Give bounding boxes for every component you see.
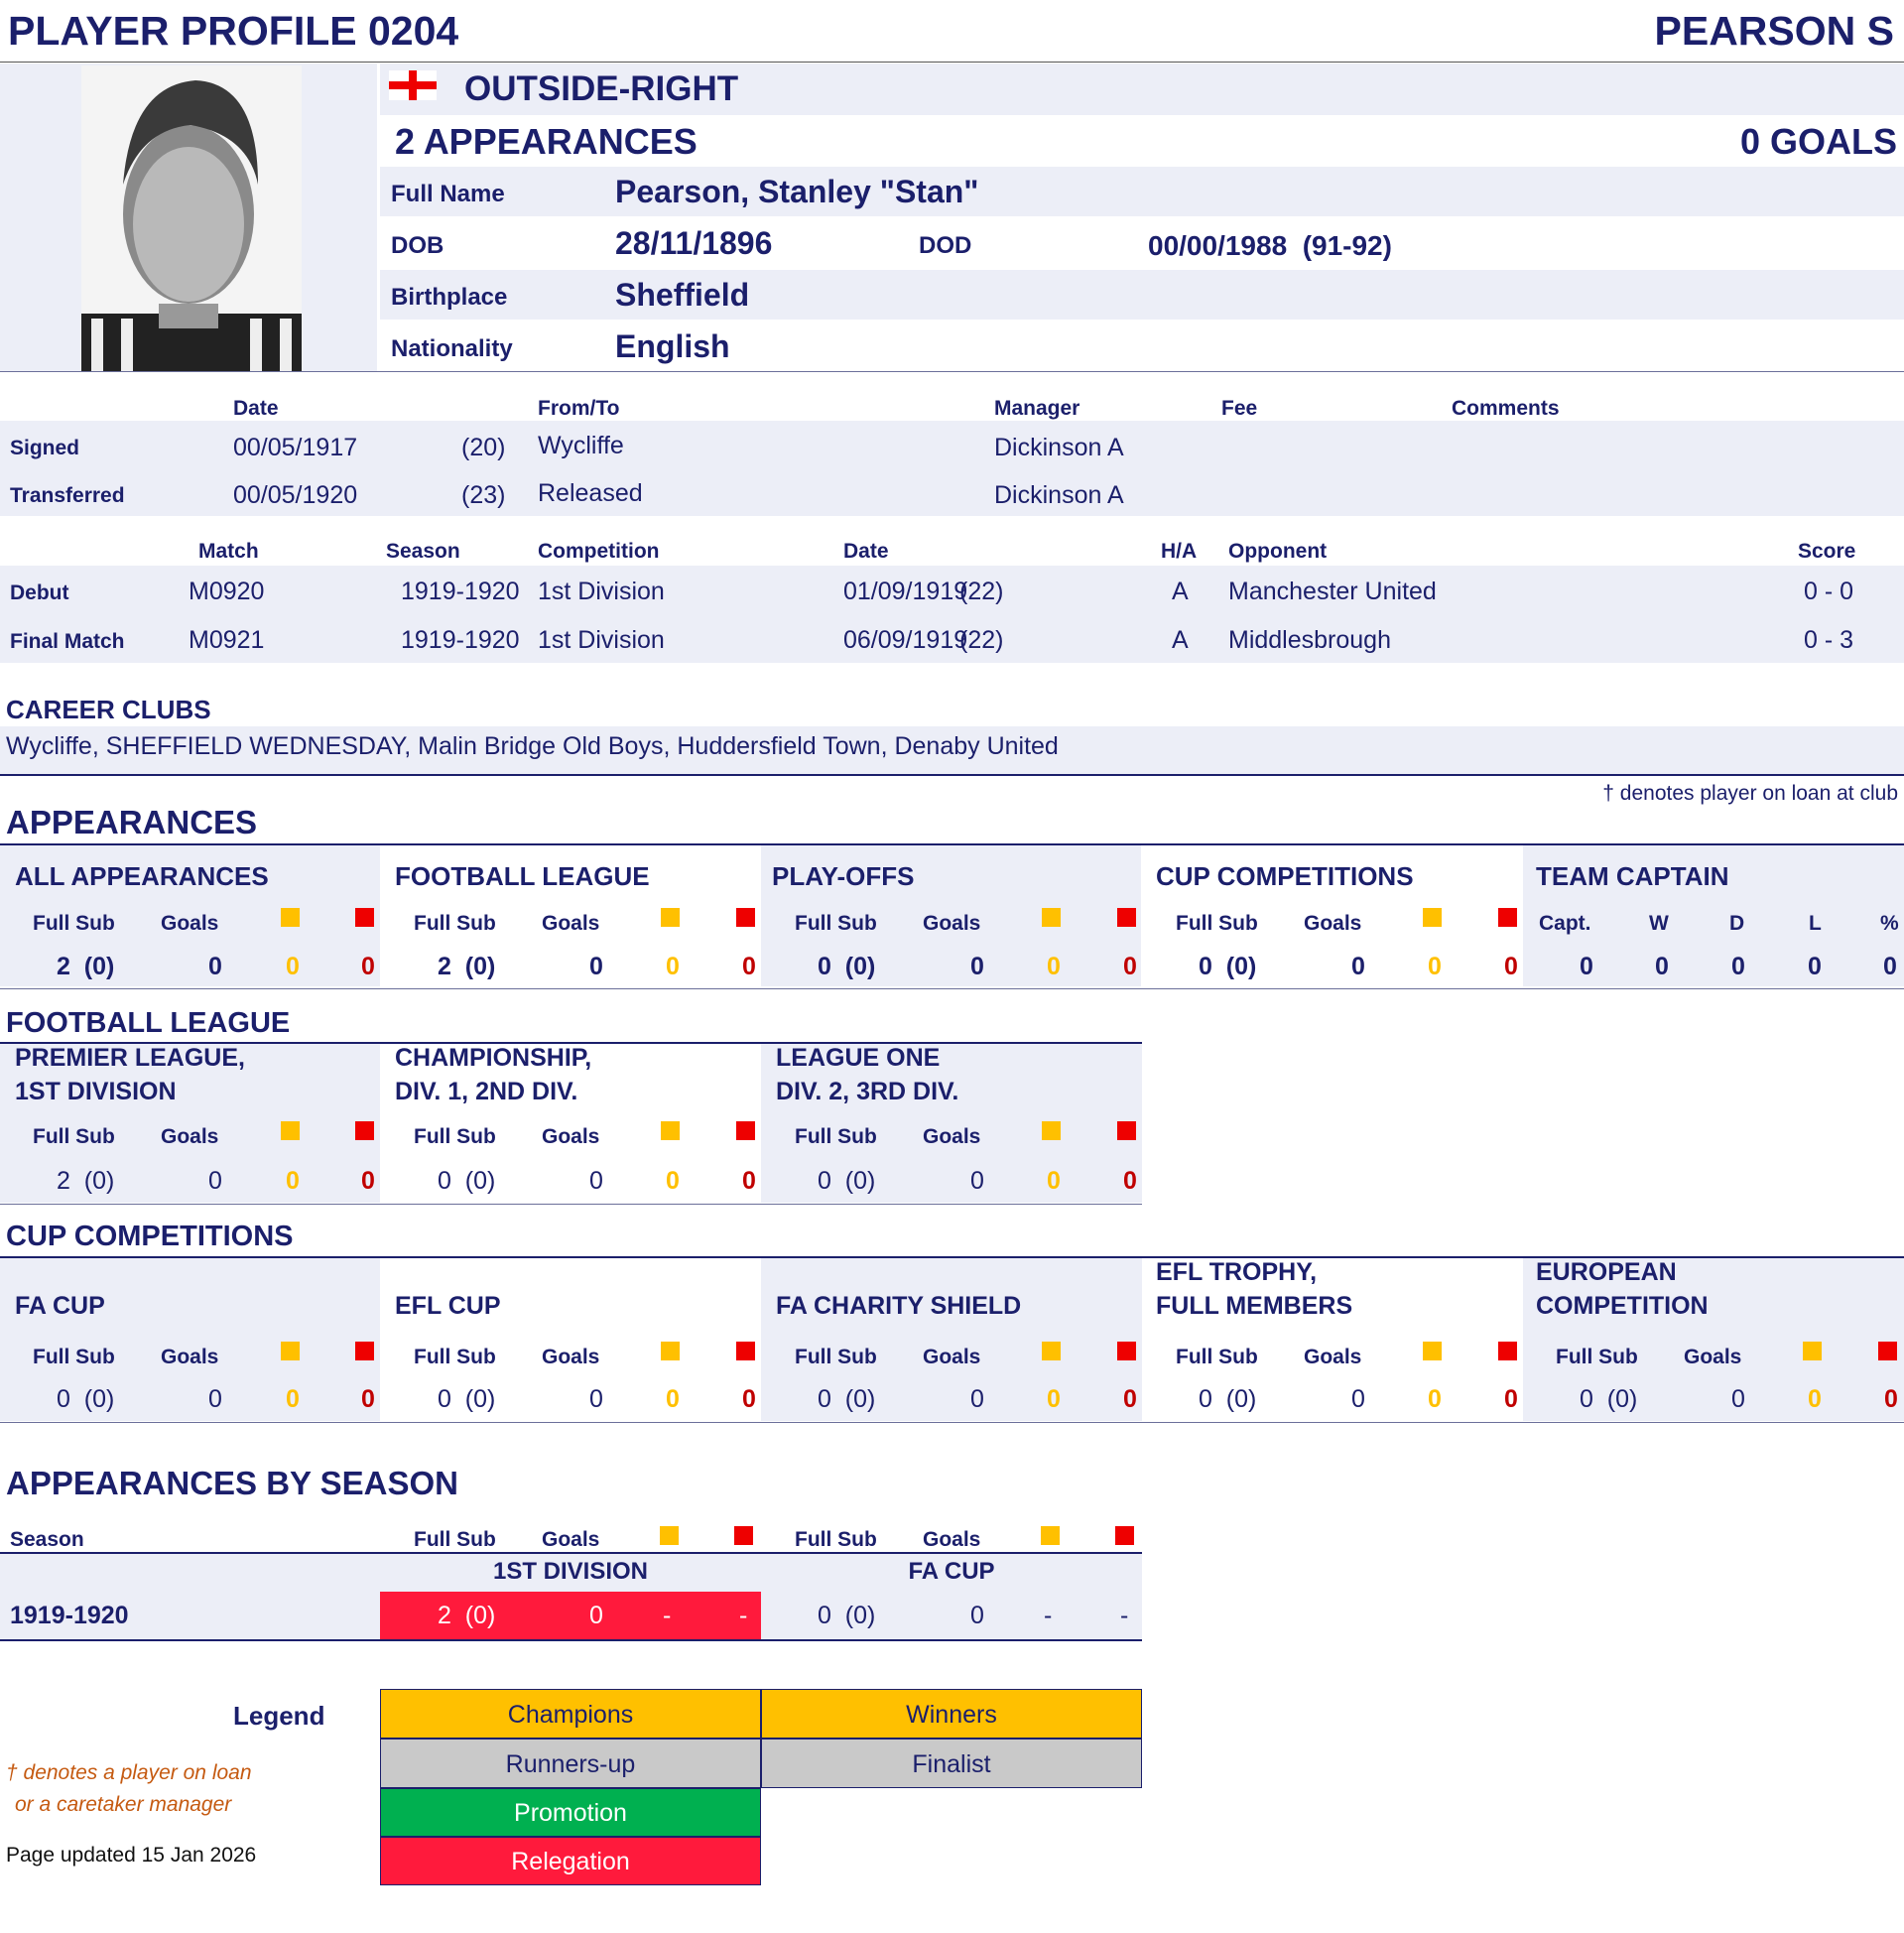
apps-value: 0 (0) <box>438 1385 496 1413</box>
goals-value: 0 <box>970 953 984 980</box>
yellow-value: 0 <box>1047 953 1061 980</box>
losses-value: 0 <box>1808 953 1822 980</box>
season-header: Season <box>10 1528 84 1551</box>
full-name-row <box>380 167 1904 216</box>
player-surname: PEARSON S <box>1654 8 1894 54</box>
match-row-ha: A <box>1172 578 1189 605</box>
goals-header: Goals <box>161 1125 219 1148</box>
goals-value: 0 <box>589 953 603 980</box>
losses-header: L <box>1809 912 1822 935</box>
red-value: 0 <box>742 1167 756 1195</box>
red-value: - <box>739 1602 748 1629</box>
transfer-row-label: Signed <box>10 437 80 459</box>
match-row-season: 1919-1920 <box>401 626 520 654</box>
full-name-label: Full Name <box>391 181 505 207</box>
full-sub-header: Full Sub <box>33 1125 115 1148</box>
yellow-card-icon <box>661 1342 680 1360</box>
red-value: 0 <box>1504 953 1518 980</box>
red-card-icon <box>1117 1342 1136 1360</box>
yellow-card-icon <box>1423 1342 1442 1360</box>
transfer-row-fromto: Wycliffe <box>538 432 624 459</box>
goals-value: 0 <box>589 1385 603 1413</box>
transfer-header-fee: Fee <box>1221 397 1258 420</box>
full-sub-header: Full Sub <box>795 912 877 935</box>
red-card-icon <box>1117 908 1136 927</box>
match-header-opponent: Opponent <box>1228 540 1328 563</box>
yellow-value: 0 <box>286 953 300 980</box>
apps-value: 0 (0) <box>818 1385 876 1413</box>
page-title: PLAYER PROFILE 0204 <box>8 8 459 54</box>
match-row-season: 1919-1920 <box>401 578 520 605</box>
full-sub-header: Full Sub <box>1176 912 1258 935</box>
panel-subtitle: EFL CUP <box>395 1292 501 1320</box>
red-value: 0 <box>1504 1385 1518 1413</box>
red-card-icon <box>736 1342 755 1360</box>
england-flag-icon <box>389 70 437 100</box>
match-row-ha: A <box>1172 626 1189 654</box>
match-row-competition: 1st Division <box>538 626 665 654</box>
yellow-value: - <box>663 1602 672 1629</box>
goals-value: 0 <box>208 1167 222 1195</box>
red-card-icon <box>355 1342 374 1360</box>
goals-header: Goals <box>542 1125 600 1148</box>
transfer-row-label: Transferred <box>10 484 125 507</box>
yellow-card-icon <box>281 1342 300 1360</box>
red-value: 0 <box>742 1385 756 1413</box>
transfer-row-fromto: Released <box>538 479 643 507</box>
yellow-card-icon <box>1041 1526 1060 1545</box>
red-value: 0 <box>1123 1385 1137 1413</box>
red-value: 0 <box>361 1385 375 1413</box>
full-sub-header: Full Sub <box>33 912 115 935</box>
yellow-card-icon <box>660 1526 679 1545</box>
goals-value: 0 <box>1731 1385 1745 1413</box>
panel-title: EUROPEAN <box>1536 1258 1677 1286</box>
apps-value: 2 (0) <box>57 1167 115 1195</box>
match-row-label: Final Match <box>10 630 125 653</box>
goals-value: 0 <box>970 1602 984 1629</box>
goals-value: 0 <box>208 953 222 980</box>
yellow-card-icon <box>281 1121 300 1140</box>
red-value: 0 <box>742 953 756 980</box>
apps-value: 0 (0) <box>1199 953 1257 980</box>
player-position: OUTSIDE-RIGHT <box>464 69 739 108</box>
goals-value: 0 <box>1351 1385 1365 1413</box>
legend-runners-up: Runners-up <box>380 1739 761 1788</box>
goals-header: Goals <box>1684 1346 1742 1368</box>
yellow-card-icon <box>1423 908 1442 927</box>
legend-promotion: Promotion <box>380 1788 761 1837</box>
match-row-date: 01/09/1919 <box>843 578 968 605</box>
panel-title: PLAY-OFFS <box>772 861 915 891</box>
nationality-label: Nationality <box>391 335 513 362</box>
goals-header: Goals <box>923 912 981 935</box>
panel-title: ALL APPEARANCES <box>15 861 269 891</box>
appearances-bottom-divider <box>0 988 1904 989</box>
dod-label: DOD <box>919 232 972 259</box>
transfer-row-age: (20) <box>461 434 506 461</box>
yellow-value: 0 <box>286 1167 300 1195</box>
red-card-icon <box>736 1121 755 1140</box>
transfer-row-manager: Dickinson A <box>994 434 1124 461</box>
goals-header: Goals <box>923 1125 981 1148</box>
cups-section-title: CUP COMPETITIONS <box>6 1221 294 1252</box>
match-row-opponent: Middlesbrough <box>1228 626 1391 654</box>
player-photo <box>81 65 302 371</box>
transfer-row-age: (23) <box>461 481 506 509</box>
career-divider <box>0 774 1904 776</box>
yellow-card-icon <box>281 908 300 927</box>
nationality-value: English <box>615 328 730 364</box>
match-row-age: (22) <box>959 578 1004 605</box>
yellow-value: 0 <box>1428 1385 1442 1413</box>
panel-subtitle: FULL MEMBERS <box>1156 1292 1353 1320</box>
match-header-match: Match <box>198 540 259 563</box>
dob-value: 28/11/1896 <box>615 225 773 261</box>
match-row-score: 0 - 3 <box>1804 626 1854 654</box>
match-row-match: M0920 <box>189 578 265 605</box>
match-row-opponent: Manchester United <box>1228 578 1437 605</box>
apps-value: 2 (0) <box>57 953 115 980</box>
legend-note-line1: † denotes a player on loan <box>6 1761 252 1784</box>
apps-value: 0 (0) <box>818 953 876 980</box>
transfer-header-comments: Comments <box>1452 397 1560 420</box>
percent-header: % <box>1880 912 1899 935</box>
panel-subtitle: 1ST DIVISION <box>15 1078 177 1105</box>
legend-relegation: Relegation <box>380 1837 761 1885</box>
percent-value: 0 <box>1883 953 1897 980</box>
full-sub-header: Full Sub <box>795 1528 877 1551</box>
red-value: 0 <box>361 953 375 980</box>
goals-value: 0 <box>208 1385 222 1413</box>
yellow-value: 0 <box>666 1385 680 1413</box>
yellow-value: 0 <box>666 953 680 980</box>
draws-value: 0 <box>1731 953 1745 980</box>
apps-value: 0 (0) <box>1580 1385 1638 1413</box>
career-clubs-title: CAREER CLUBS <box>6 695 211 724</box>
goals-value: 0 <box>970 1385 984 1413</box>
panel-subtitle: DIV. 2, 3RD DIV. <box>776 1078 959 1105</box>
goals-header: Goals <box>542 912 600 935</box>
career-clubs-list: Wycliffe, SHEFFIELD WEDNESDAY, Malin Bridge Old Boys, Huddersfield Town, Denaby United <box>6 732 1059 760</box>
captain-value: 0 <box>1580 953 1593 980</box>
panel-title: TEAM CAPTAIN <box>1536 861 1729 891</box>
dod-value: 00/00/1988 (91-92) <box>1148 230 1392 261</box>
transfer-row-date: 00/05/1917 <box>233 434 358 461</box>
dob-label: DOB <box>391 232 444 259</box>
cups-bottom-divider <box>0 1422 1904 1423</box>
yellow-value: 0 <box>1428 953 1442 980</box>
panel-subtitle: FA CHARITY SHIELD <box>776 1292 1022 1320</box>
yellow-card-icon <box>661 1121 680 1140</box>
goals-header: Goals <box>923 1346 981 1368</box>
comp-header-fa-cup: FA CUP <box>908 1558 995 1585</box>
header-divider <box>0 62 1904 63</box>
yellow-value: 0 <box>666 1167 680 1195</box>
red-value: 0 <box>361 1167 375 1195</box>
comp-header-1st-division: 1ST DIVISION <box>492 1558 649 1585</box>
red-card-icon <box>1878 1342 1897 1360</box>
panel-title: FOOTBALL LEAGUE <box>395 861 650 891</box>
goals-header: Goals <box>542 1528 600 1551</box>
panel-subtitle: DIV. 1, 2ND DIV. <box>395 1078 578 1105</box>
match-row-date: 06/09/1919 <box>843 626 968 654</box>
panel-title: PREMIER LEAGUE, <box>15 1044 245 1072</box>
full-sub-header: Full Sub <box>414 1346 496 1368</box>
profile-divider <box>0 371 1904 372</box>
league-bottom-divider <box>0 1204 1142 1205</box>
yellow-value: - <box>1044 1602 1053 1629</box>
match-header-date: Date <box>843 540 889 563</box>
by-season-title: APPEARANCES BY SEASON <box>6 1465 458 1501</box>
transfer-row-manager: Dickinson A <box>994 481 1124 509</box>
transfer-row-date: 00/05/1920 <box>233 481 358 509</box>
red-card-icon <box>1498 1342 1517 1360</box>
goals-header: Goals <box>161 1346 219 1368</box>
yellow-card-icon <box>1042 1121 1061 1140</box>
transfer-header-date: Date <box>233 397 279 420</box>
match-row-match: M0921 <box>189 626 265 654</box>
legend-winners: Winners <box>761 1689 1142 1739</box>
red-value: - <box>1120 1602 1129 1629</box>
legend-title: Legend <box>233 1701 325 1731</box>
apps-value: 0 (0) <box>1199 1385 1257 1413</box>
transfer-header-manager: Manager <box>994 397 1080 420</box>
red-value: 0 <box>1123 953 1137 980</box>
transfer-header-fromto: From/To <box>538 397 620 420</box>
yellow-value: 0 <box>286 1385 300 1413</box>
panel-title: LEAGUE ONE <box>776 1044 941 1072</box>
league-section-title: FOOTBALL LEAGUE <box>6 1007 291 1039</box>
match-header-score: Score <box>1798 540 1856 563</box>
red-card-icon <box>1117 1121 1136 1140</box>
birthplace-row <box>380 270 1904 320</box>
match-row-age: (22) <box>959 626 1004 654</box>
legend-champions: Champions <box>380 1689 761 1739</box>
match-row-label: Debut <box>10 581 69 604</box>
apps-value: 0 (0) <box>438 1167 496 1195</box>
goals-header: Goals <box>1304 912 1362 935</box>
red-card-icon <box>736 908 755 927</box>
full-sub-header: Full Sub <box>33 1346 115 1368</box>
match-header-competition: Competition <box>538 540 660 563</box>
apps-value: 0 (0) <box>57 1385 115 1413</box>
yellow-card-icon <box>1042 1342 1061 1360</box>
goals-value: 0 <box>589 1167 603 1195</box>
apps-value: 2 (0) <box>438 1602 496 1629</box>
full-sub-header: Full Sub <box>795 1125 877 1148</box>
red-value: 0 <box>1884 1385 1898 1413</box>
full-sub-header: Full Sub <box>795 1346 877 1368</box>
goals-total: 0 GOALS <box>1739 121 1897 162</box>
appearances-total: 2 APPEARANCES <box>395 121 698 162</box>
apps-value: 2 (0) <box>438 953 496 980</box>
goals-value: 0 <box>589 1602 603 1629</box>
full-sub-header: Full Sub <box>414 1528 496 1551</box>
birthplace-label: Birthplace <box>391 284 508 311</box>
red-card-icon <box>355 1121 374 1140</box>
panel-title: EFL TROPHY, <box>1156 1258 1318 1286</box>
goals-header: Goals <box>161 912 219 935</box>
season-bottom-divider <box>0 1639 1142 1641</box>
yellow-value: 0 <box>1047 1167 1061 1195</box>
full-sub-header: Full Sub <box>414 1125 496 1148</box>
appearances-section-title: APPEARANCES <box>6 804 258 840</box>
match-row-competition: 1st Division <box>538 578 665 605</box>
goals-header: Goals <box>1304 1346 1362 1368</box>
match-header-season: Season <box>386 540 460 563</box>
panel-subtitle: FA CUP <box>15 1292 105 1320</box>
goals-value: 0 <box>1351 953 1365 980</box>
apps-value: 0 (0) <box>818 1167 876 1195</box>
birthplace-value: Sheffield <box>615 277 750 313</box>
page-updated: Page updated 15 Jan 2026 <box>6 1844 257 1867</box>
draws-header: D <box>1729 912 1745 935</box>
panel-title: CUP COMPETITIONS <box>1156 861 1414 891</box>
wins-value: 0 <box>1655 953 1669 980</box>
red-card-icon <box>734 1526 753 1545</box>
goals-header: Goals <box>923 1528 981 1551</box>
goals-header: Goals <box>542 1346 600 1368</box>
legend-finalist: Finalist <box>761 1739 1142 1788</box>
yellow-value: 0 <box>1808 1385 1822 1413</box>
goals-value: 0 <box>970 1167 984 1195</box>
full-sub-header: Full Sub <box>414 912 496 935</box>
panel-title: CHAMPIONSHIP, <box>395 1044 592 1072</box>
yellow-value: 0 <box>1047 1385 1061 1413</box>
legend-note-line2: or a caretaker manager <box>15 1793 232 1816</box>
red-value: 0 <box>1123 1167 1137 1195</box>
season-label: 1919-1920 <box>10 1602 129 1629</box>
loan-note: † denotes player on loan at club <box>1602 782 1898 805</box>
captain-header: Capt. <box>1539 912 1591 935</box>
wins-header: W <box>1649 912 1669 935</box>
full-sub-header: Full Sub <box>1176 1346 1258 1368</box>
yellow-card-icon <box>661 908 680 927</box>
match-header-ha: H/A <box>1161 540 1198 563</box>
red-card-icon <box>355 908 374 927</box>
full-name-value: Pearson, Stanley "Stan" <box>615 174 979 209</box>
yellow-card-icon <box>1803 1342 1822 1360</box>
red-card-icon <box>1115 1526 1134 1545</box>
full-sub-header: Full Sub <box>1556 1346 1638 1368</box>
yellow-card-icon <box>1042 908 1061 927</box>
match-row-score: 0 - 0 <box>1804 578 1854 605</box>
red-card-icon <box>1498 908 1517 927</box>
apps-value: 0 (0) <box>818 1602 876 1629</box>
panel-subtitle: COMPETITION <box>1536 1292 1709 1320</box>
